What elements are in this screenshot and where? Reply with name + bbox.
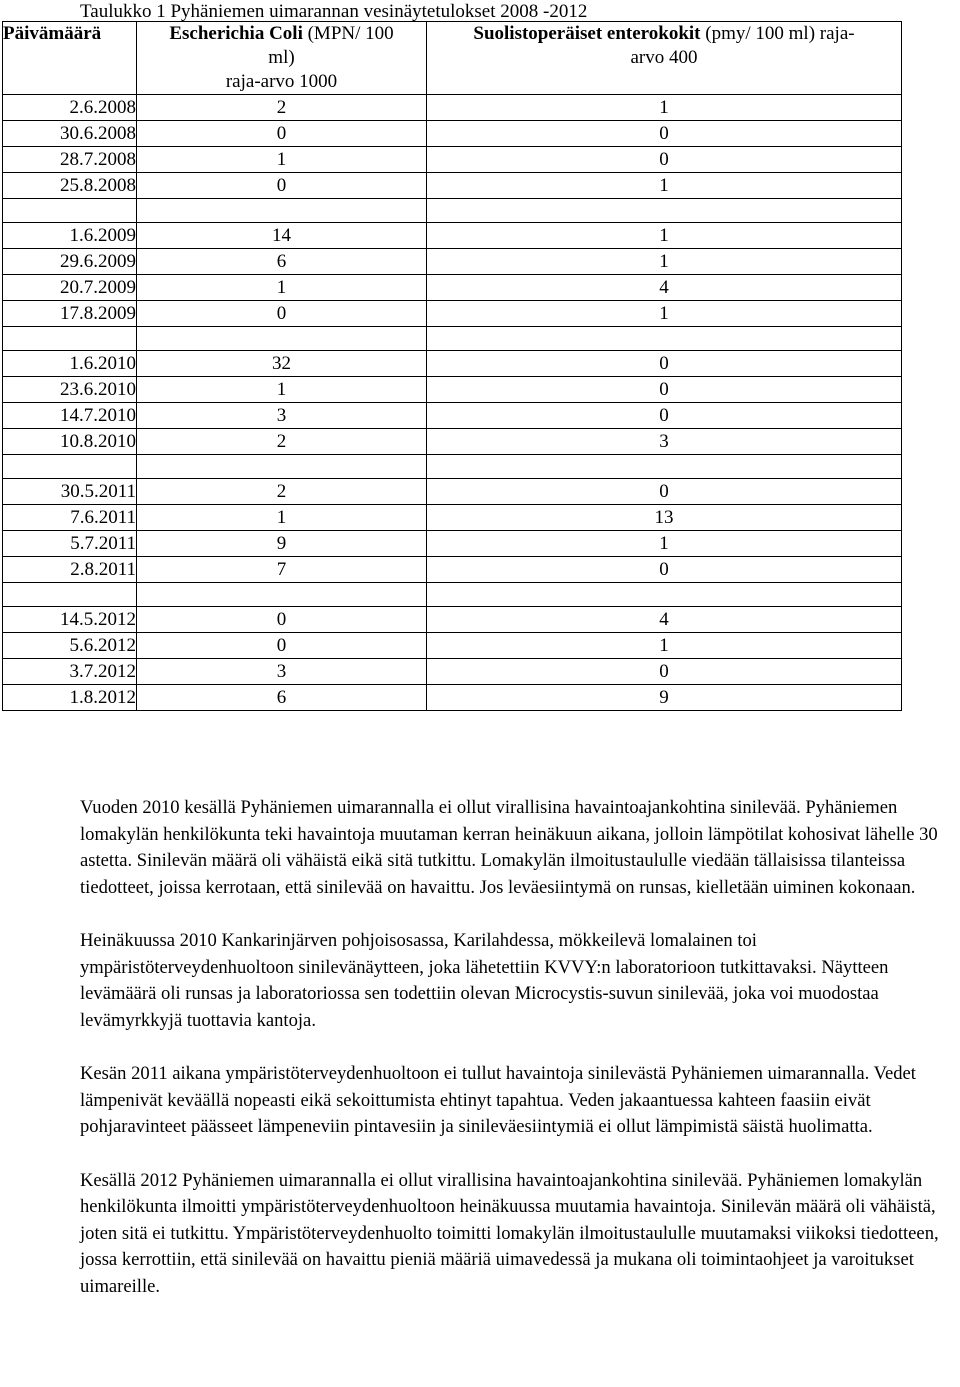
header-date-label: Päivämäärä xyxy=(3,23,102,44)
table-row xyxy=(3,327,902,351)
table-row xyxy=(3,275,902,301)
table-row xyxy=(3,685,902,711)
cell-entero: 0 xyxy=(427,351,902,377)
cell-ecoli xyxy=(137,583,427,607)
header-date xyxy=(3,22,137,95)
table-row xyxy=(3,199,902,223)
paragraph: Vuoden 2010 kesällä Pyhäniemen uimarannalla ei ollut virallisina havaintoajankohtina sinilevää. Pyhäniemen lomakylän henkilökunta teki havaintoja muutaman kerran heinäkuun aikana, jolloin lämpötilat kohosivat lähelle 30 astetta. Sinilevän määrä oli vähäistä eikä sitä tutkittu. Lomakylän ilmoitustaululle viedään tällaisissa tilanteissa tiedotteet, joissa kerrotaan, että sinilevää on havaittu. Jos leväesiintymä on runsas, kielletään uiminen kokonaan. xyxy=(80,797,938,898)
table-row xyxy=(3,147,902,173)
table-row xyxy=(3,607,902,633)
cell-ecoli: 3 xyxy=(137,659,427,685)
cell-ecoli: 1 xyxy=(137,147,427,173)
table-row xyxy=(3,583,902,607)
table-row xyxy=(3,455,902,479)
paragraph: Heinäkuussa 2010 Kankarinjärven pohjoisosassa, Karilahdessa, mökkeilevä lomalainen toi ympäristöterveydenhuoltoon sinilevänäytteen, joka lähetettiin KVVY:n laboratorioon tutkittavaksi. Näytteen levämäärä oli runsas ja laboratoriossa sen todettiin olevan Microcystis-suvun sinilevää, joka voi muodostaa levämyrkkyjä tuottavia kantoja. xyxy=(80,930,889,1031)
cell-ecoli: 32 xyxy=(137,351,427,377)
table-row xyxy=(3,351,902,377)
cell-ecoli: 2 xyxy=(137,479,427,505)
cell-ecoli: 6 xyxy=(137,249,427,275)
cell-date xyxy=(3,455,137,479)
cell-entero: 0 xyxy=(427,147,902,173)
header-ecoli-unit: (MPN/ 100 xyxy=(302,23,394,44)
cell-entero xyxy=(427,327,902,351)
cell-ecoli: 14 xyxy=(137,223,427,249)
cell-ecoli xyxy=(137,199,427,223)
cell-ecoli: 0 xyxy=(137,607,427,633)
cell-date: 25.8.2008 xyxy=(3,173,137,199)
table-row xyxy=(3,121,902,147)
header-entero-unit: (pmy/ 100 ml) raja- xyxy=(700,23,855,44)
paragraph: Kesällä 2012 Pyhäniemen uimarannalla ei ollut virallisina havaintoajankohtina sinilevää. Pyhäniemen lomakylän henkilökunta ilmoitti ympäristöterveydenhuoltoon heinäkuussa muutamia havaintoja. Sinilevän määrä oli vähäistä, joten sitä ei tutkittu. Ympäristöterveydenhuolto toimitti lomakylän ilmoitustaululle muutamaksi viikoksi tiedotteen, jossa kerrottiin, että sinilevää on havaittu pieniä määriä uimavedessä ja mukana oli toimintaohjeet ja varoitukset uimareille. xyxy=(80,1169,939,1297)
cell-ecoli: 0 xyxy=(137,121,427,147)
table-row xyxy=(3,223,902,249)
cell-entero: 1 xyxy=(427,301,902,327)
cell-date xyxy=(3,583,137,607)
table-row xyxy=(3,531,902,557)
cell-entero xyxy=(427,583,902,607)
cell-date: 7.6.2011 xyxy=(3,505,137,531)
cell-entero: 9 xyxy=(427,685,902,711)
cell-entero: 13 xyxy=(427,505,902,531)
cell-date xyxy=(3,199,137,223)
cell-ecoli: 3 xyxy=(137,403,427,429)
cell-entero: 0 xyxy=(427,659,902,685)
cell-date: 2.8.2011 xyxy=(3,557,137,583)
header-ecoli-bold: Escherichia Coli xyxy=(169,23,303,44)
table-body xyxy=(3,22,902,711)
header-ecoli-limit: raja-arvo 1000 xyxy=(225,71,338,92)
cell-ecoli: 0 xyxy=(137,173,427,199)
table-row xyxy=(3,505,902,531)
cell-entero: 1 xyxy=(427,249,902,275)
cell-ecoli: 1 xyxy=(137,275,427,301)
header-entero-limit: arvo 400 xyxy=(630,47,698,68)
cell-ecoli: 0 xyxy=(137,633,427,659)
cell-date: 1.6.2010 xyxy=(3,351,137,377)
cell-ecoli xyxy=(137,455,427,479)
cell-ecoli xyxy=(137,327,427,351)
cell-ecoli: 2 xyxy=(137,429,427,455)
table-row xyxy=(3,173,902,199)
header-entero xyxy=(427,22,902,95)
cell-date: 14.5.2012 xyxy=(3,607,137,633)
body-text xyxy=(80,795,955,1327)
table-row xyxy=(3,659,902,685)
cell-ecoli: 6 xyxy=(137,685,427,711)
cell-date: 3.7.2012 xyxy=(3,659,137,685)
cell-entero: 0 xyxy=(427,479,902,505)
table-caption: Taulukko 1 Pyhäniemen uimarannan vesinäytetulokset 2008 -2012 xyxy=(80,1,588,22)
cell-entero: 4 xyxy=(427,275,902,301)
cell-date: 23.6.2010 xyxy=(3,377,137,403)
cell-date: 1.8.2012 xyxy=(3,685,137,711)
table-header-row xyxy=(3,22,902,95)
cell-entero: 1 xyxy=(427,633,902,659)
cell-entero: 3 xyxy=(427,429,902,455)
water-sample-table xyxy=(2,21,902,711)
cell-entero xyxy=(427,199,902,223)
cell-ecoli: 2 xyxy=(137,95,427,121)
cell-entero: 1 xyxy=(427,95,902,121)
header-ecoli xyxy=(137,22,427,95)
cell-date: 28.7.2008 xyxy=(3,147,137,173)
table-row xyxy=(3,429,902,455)
paragraph: Kesän 2011 aikana ympäristöterveydenhuoltoon ei tullut havaintoja sinilevästä Pyhäniemen uimarannalla. Vedet lämpenivät keväällä nopeasti eikä sekoittumista ehtinyt tapahtua. Veden jakaantuessa kahteen faasiin eivät pohjaravinteet päässeet lämpeneviin pintavesiin ja sinileväesiintymiä ei ollut lämpimistä säistä huolimatta. xyxy=(80,1063,916,1137)
cell-entero xyxy=(427,455,902,479)
cell-entero: 0 xyxy=(427,377,902,403)
table-row xyxy=(3,95,902,121)
header-entero-line1 xyxy=(427,22,901,46)
cell-date: 20.7.2009 xyxy=(3,275,137,301)
cell-date: 30.5.2011 xyxy=(3,479,137,505)
table-row xyxy=(3,557,902,583)
table-row xyxy=(3,633,902,659)
cell-entero: 0 xyxy=(427,121,902,147)
cell-ecoli: 1 xyxy=(137,377,427,403)
cell-date: 5.7.2011 xyxy=(3,531,137,557)
cell-date: 29.6.2009 xyxy=(3,249,137,275)
cell-date: 10.8.2010 xyxy=(3,429,137,455)
cell-entero: 0 xyxy=(427,403,902,429)
cell-date: 17.8.2009 xyxy=(3,301,137,327)
table-row xyxy=(3,249,902,275)
header-ecoli-line1 xyxy=(137,22,426,46)
cell-entero: 1 xyxy=(427,223,902,249)
cell-entero: 4 xyxy=(427,607,902,633)
cell-date: 2.6.2008 xyxy=(3,95,137,121)
cell-entero: 1 xyxy=(427,531,902,557)
cell-ecoli: 9 xyxy=(137,531,427,557)
cell-date: 14.7.2010 xyxy=(3,403,137,429)
cell-ecoli: 0 xyxy=(137,301,427,327)
cell-date xyxy=(3,327,137,351)
cell-date: 1.6.2009 xyxy=(3,223,137,249)
table-row xyxy=(3,377,902,403)
cell-date: 5.6.2012 xyxy=(3,633,137,659)
table-row xyxy=(3,479,902,505)
cell-entero: 1 xyxy=(427,173,902,199)
cell-entero: 0 xyxy=(427,557,902,583)
cell-ecoli: 1 xyxy=(137,505,427,531)
table-row xyxy=(3,301,902,327)
table-row xyxy=(3,403,902,429)
cell-date: 30.6.2008 xyxy=(3,121,137,147)
header-ecoli-line2: ml) xyxy=(268,47,295,68)
cell-ecoli: 7 xyxy=(137,557,427,583)
header-entero-bold: Suolistoperäiset enterokokit xyxy=(473,23,701,44)
